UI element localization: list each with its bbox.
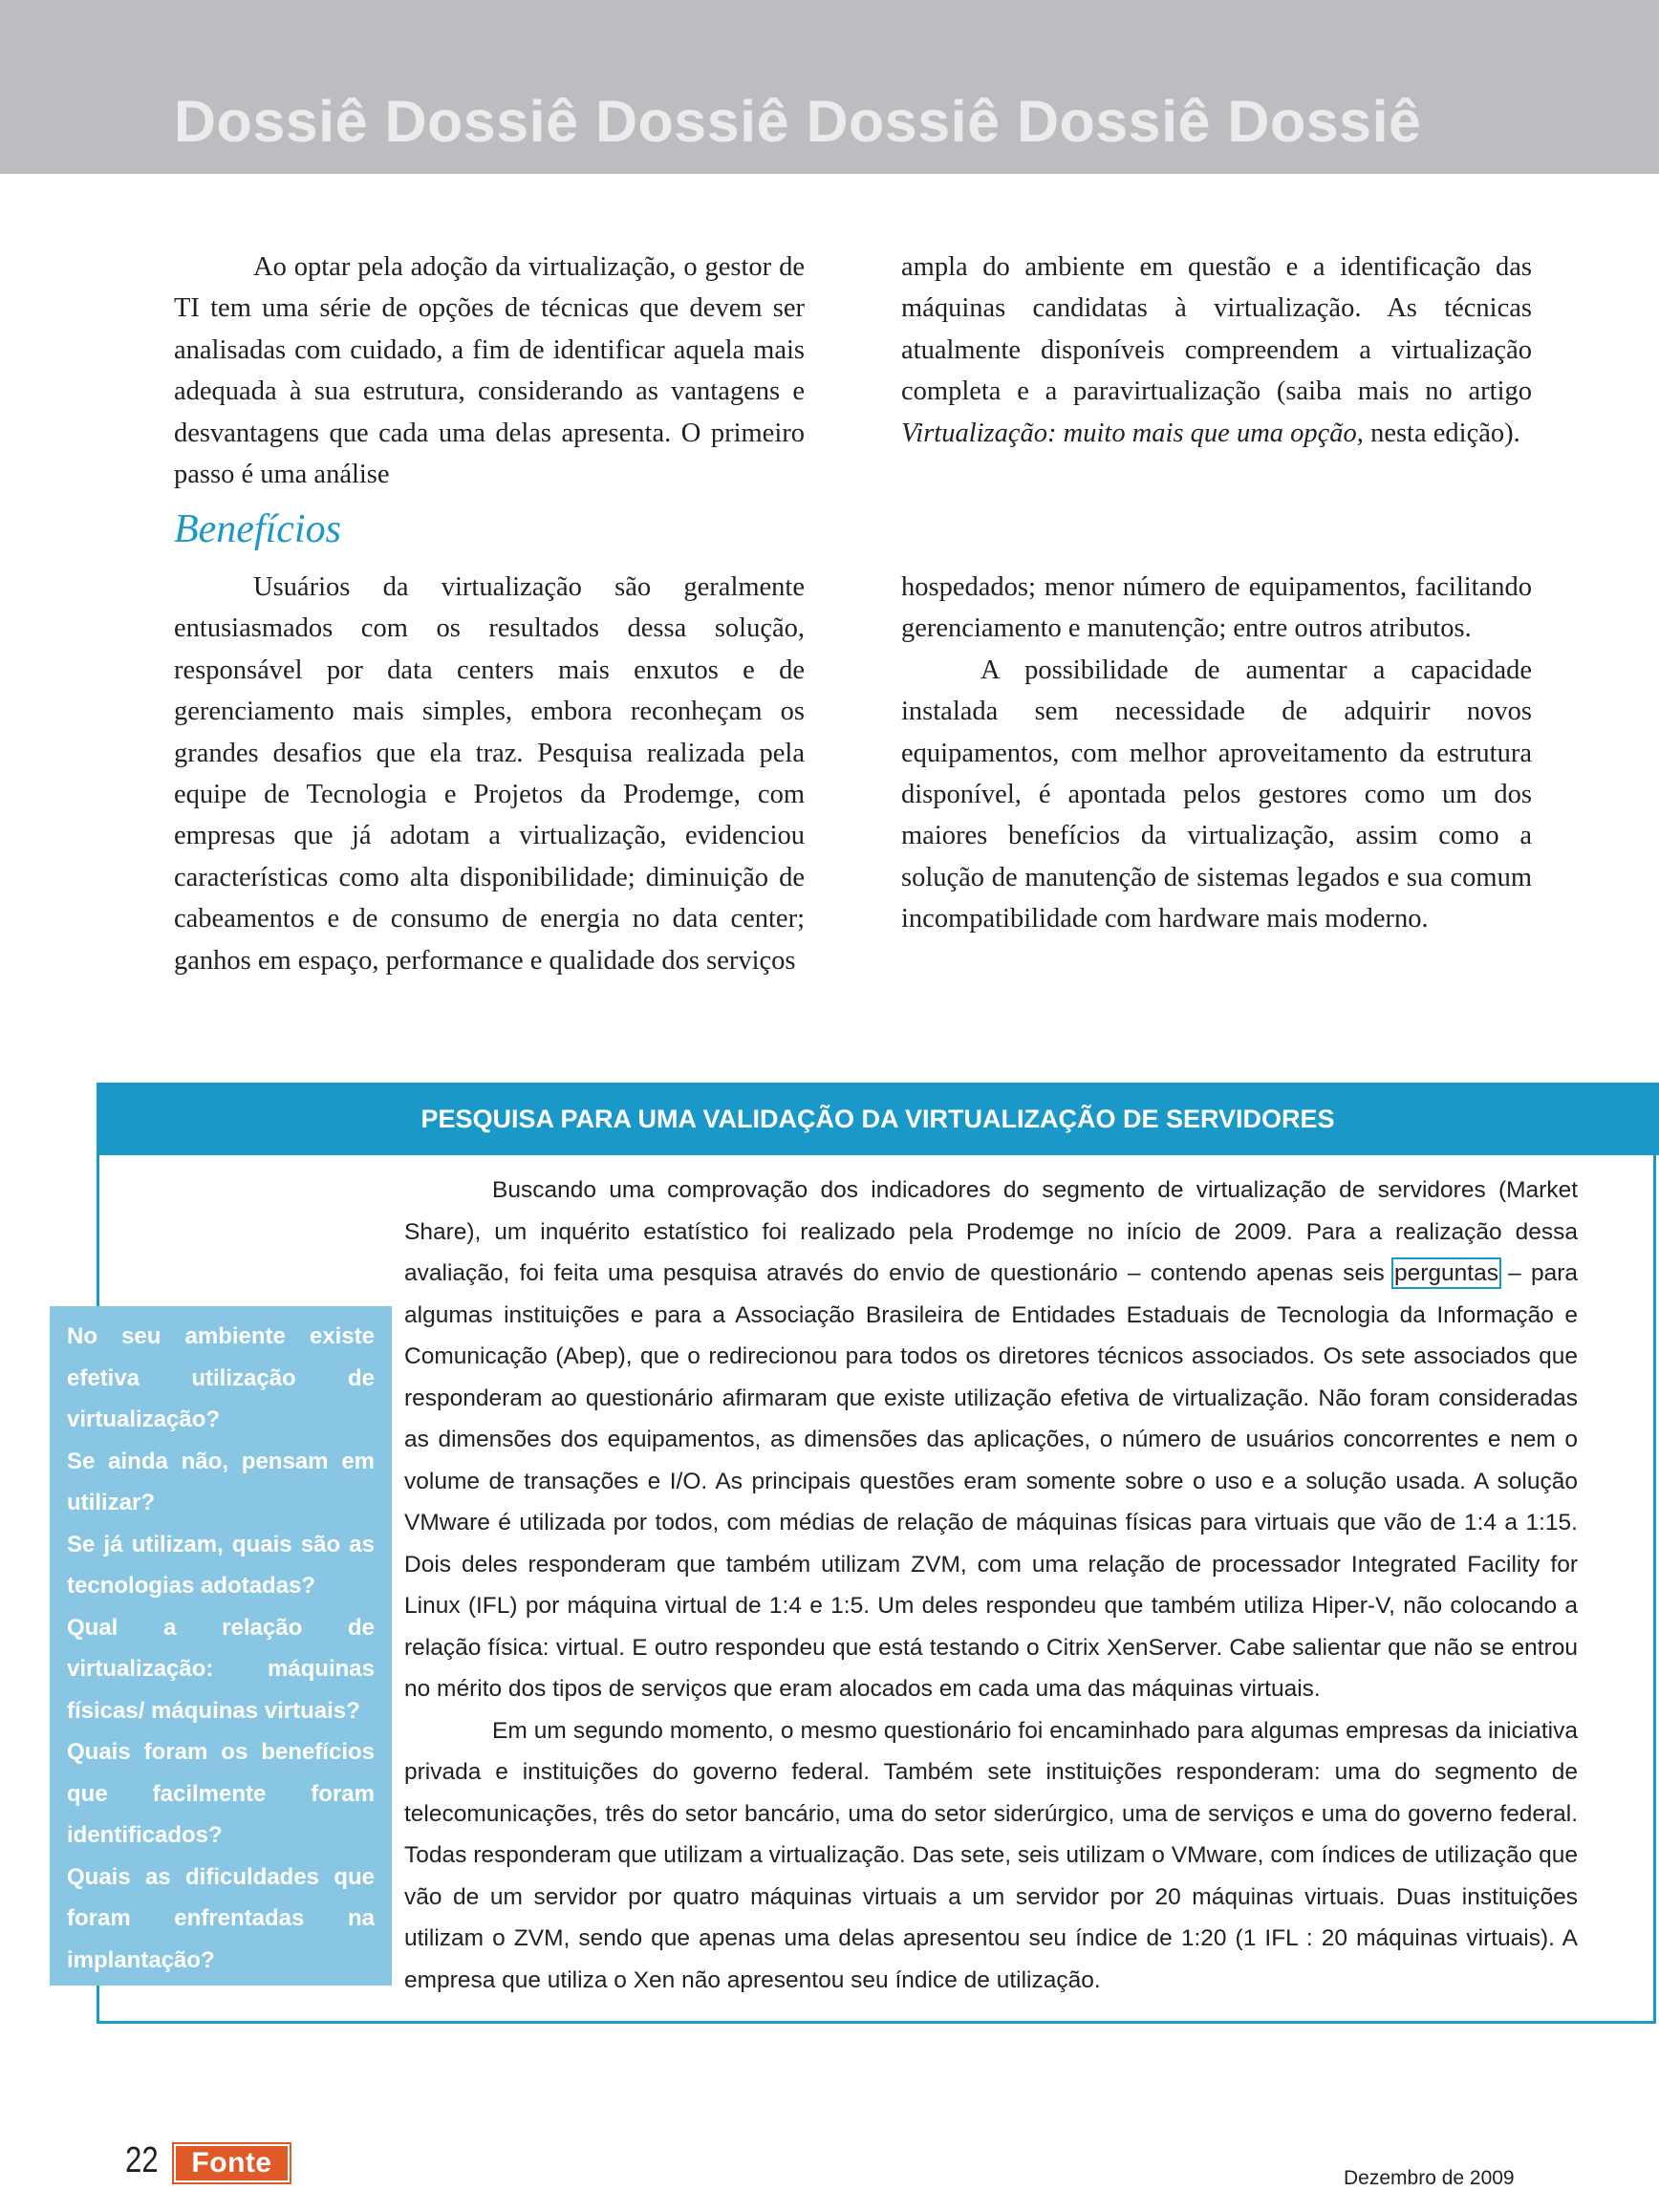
sidebar-question: Qual a relação de virtualização: máquinas físicas/ máquinas virtuais? [67, 1614, 375, 1724]
benefits-right-column [901, 567, 1532, 940]
benefits-heading: Benefícios [174, 507, 341, 551]
intro-right-paragraph [901, 247, 1532, 454]
questions-sidebar [50, 1306, 392, 1986]
benefits-left-column [174, 567, 805, 981]
intro-right-text-end: nesta edição). [1363, 418, 1520, 448]
sidebar-question: Quais as dificuldades que foram enfrentadas na implantação? [67, 1863, 375, 1973]
sidebar-question: Quais foram os benefícios que facilmente foram identificados? [67, 1739, 375, 1848]
issue-date: Dezembro de 2009 [1344, 2167, 1515, 2189]
sidebar-question: Se ainda não, pensam em utilizar? [67, 1448, 375, 1515]
benefits-left-paragraph: Usuários da virtualização são geralmente entusiasmados com os resultados dessa solução, responsável por data centers mais enxutos e de gerenciamento mais simples, embora reconheçam os grandes desafios que ela traz. Pesquisa realizada pela equipe de Tecnologia e Projetos da Prodemge, com empresas que já adotam a virtualização, evidenciou características como alta disponibilidade; diminuição de cabeamentos e de consumo de energia no data center; ganhos em espaço, performance e qualidade dos serviços [174, 572, 805, 976]
intro-right-column [901, 247, 1532, 454]
research-text: Buscando uma comprovação dos indicadores do segmento de virtualização de servidores (Market Share), um inquérito estatístico foi realizado pela Prodemge no início de 2009. Para a realização dessa avaliação, foi feita uma pesquisa através do envio de questionário – contendo apenas seis [404, 1177, 1578, 1286]
research-paragraph-2: Em um segundo momento, o mesmo questionário foi encaminhado para algumas empresas da iniciativa privada e instituições do governo federal. Também sete instituições responderam: uma do segmento de telecomunicações, três do setor bancário, uma do setor siderúrgico, uma de serviços e uma do governo federal. Todas responderam que utilizam a virtualização. Das sete, seis utilizam o VMware, com índices de utilização que vão de um servidor por quatro máquinas virtuais a um servidor por 20 máquinas virtuais. Duas instituições utilizam o ZVM, sendo que apenas uma delas apresentou seu índice de 1:20 (1 IFL : 20 máquinas virtuais). A empresa que utiliza o Xen não apresentou seu índice de utilização. [404, 1717, 1578, 1993]
fonte-logo: Fonte [174, 2144, 290, 2182]
benefits-right-paragraph-2: A possibilidade de aumentar a capacidade instalada sem necessidade de adquirir novos equipamentos, com melhor aproveitamento da estrutura disponível, é apontada pelos gestores como um dos maiores benefícios da virtualização, assim como a solução de manutenção de sistemas legados e sua comum incompatibilidade com hardware mais moderno. [901, 655, 1532, 934]
benefits-right-paragraph-1: hospedados; menor número de equipamentos, facilitando gerenciamento e manutenção; entre outros atributos. [901, 572, 1532, 644]
research-text-cont: – para algumas instituições e para a Associação Brasileira de Entidades Estaduais de Tecnologia da Informação e Comunicação (Abep), que o redirecionou para todos os diretores técnicos associados. Os sete associados que responderam ao questionário afirmaram que existe utilização efetiva de virtualização. Não foram consideradas as dimensões dos equipamentos, as dimensões das aplicações, o número de usuários concorrentes e nem o volume de transações e I/O. As principais questões eram somente sobre o uso e a solução usada. A solução VMware é utilizada por todos, com médias de relação de máquinas físicas para virtuais que vão de 1:4 a 1:15. Dois deles responderam que também utilizam ZVM, com uma relação de processador Integrated Facility for Linux (IFL) por máquina virtual de 1:4 e 1:5. Um deles respondeu que também utiliza Hiper-V, não colocando a relação física: virtual. E outro respondeu que está testando o Citrix XenServer. Cabe salientar que não se entrou no mérito dos tipos de serviços que eram alocados em cada uma das máquinas virtuais. [404, 1260, 1578, 1702]
sidebar-question: No seu ambiente existe efetiva utilização de virtualização? [67, 1323, 375, 1432]
sidebar-question: Se já utilizam, quais são as tecnologias adotadas? [67, 1531, 375, 1599]
header-title: Dossiê Dossiê Dossiê Dossiê Dossiê Dossiê [174, 89, 1422, 154]
intro-right-text: ampla do ambiente em questão e a identificação das máquinas candidatas à virtualização. As técnicas atualmente disponíveis compreendem a virtualização completa e a paravirtualização (saiba mais no artigo [901, 252, 1532, 407]
highlighted-word: perguntas [1394, 1260, 1498, 1286]
intro-left-paragraph: Ao optar pela adoção da virtualização, o gestor de TI tem uma série de opções de técnicas que devem ser analisadas com cuidado, a fim de identificar aquela mais adequada à sua estrutura, considerando as vantagens e desvantagens que cada uma delas apresenta. O primeiro passo é uma análise [174, 252, 805, 490]
page-number: 22 [125, 2140, 159, 2180]
research-box-title: PESQUISA PARA UMA VALIDAÇÃO DA VIRTUALIZAÇÃO DE SERVIDORES [97, 1083, 1659, 1155]
intro-left-column [174, 247, 805, 495]
article-reference: Virtualização: muito mais que uma opção, [901, 418, 1364, 448]
